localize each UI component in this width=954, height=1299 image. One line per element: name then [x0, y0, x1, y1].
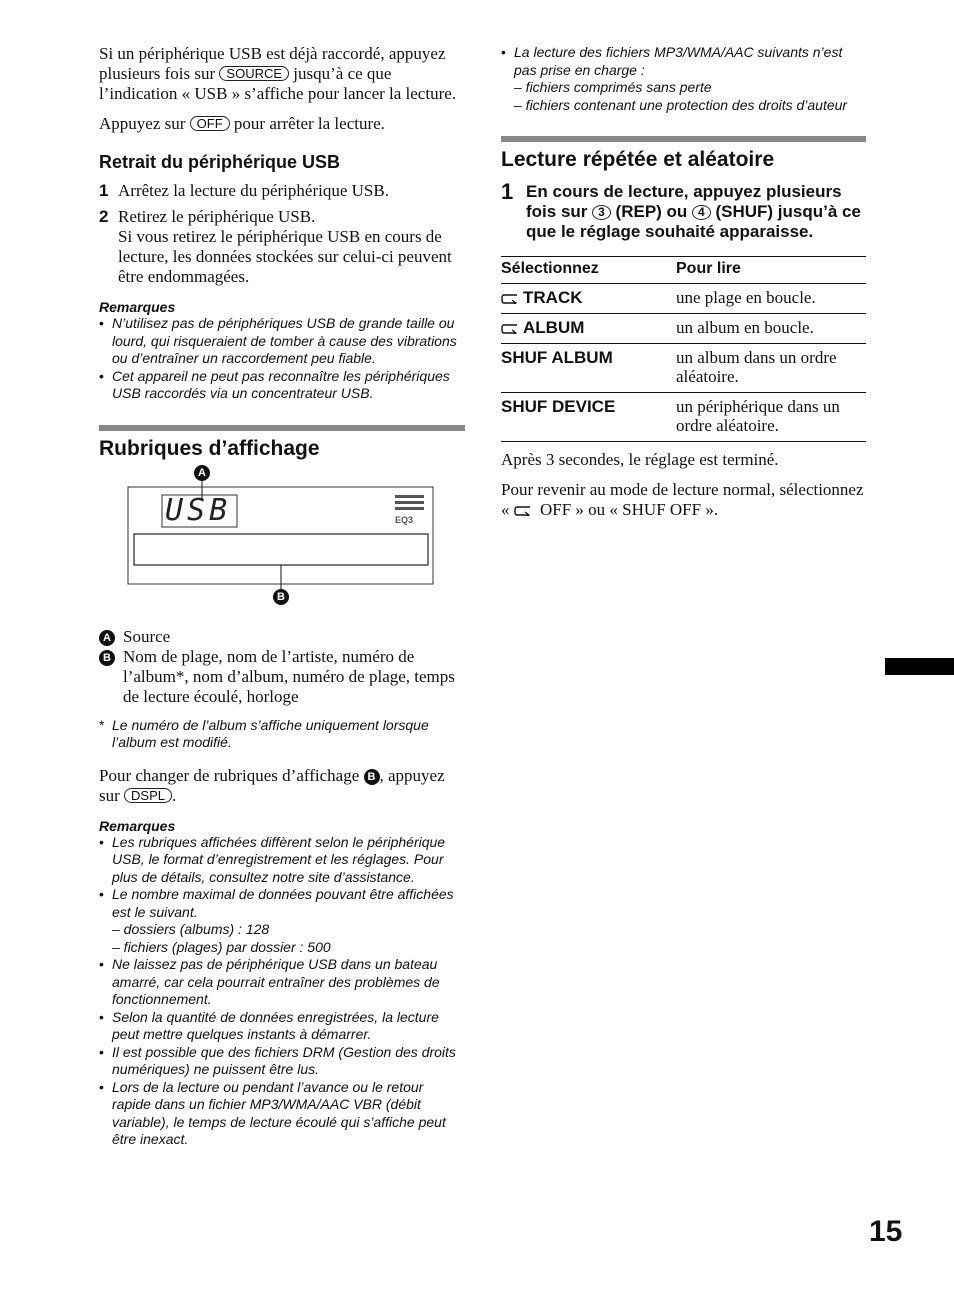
intro-paragraph: Si un périphérique USB est déjà raccordé, appuyez plusieurs fois sur SOURCE jusqu’à ce que l’indication « USB » s’affiche pour lancer la lecture. — [99, 44, 457, 103]
note-item: • Cet appareil ne peut pas reconnaître les périphériques USB raccordés via un concentrateur USB. — [99, 368, 465, 403]
note-item: • Les rubriques affichées diffèrent selon le périphérique USB, le format d’enregistrement et les réglages. Pour plus de détails, consultez notre site d’assistance. — [99, 834, 465, 887]
step-1-right: 1 En cours de lecture, appuyez plusieurs fois sur 3 (REP) ou 4 (SHUF) jusqu’à ce que le réglage souhaité apparaisse. — [501, 179, 861, 241]
table-row: TRACK une plage en boucle. — [501, 284, 866, 314]
button-4-label: 4 — [692, 205, 711, 220]
left-column — [99, 44, 465, 1149]
note-item: • Le nombre maximal de données pouvant être affichées est le suivant. – dossiers (albums) : 128 – fichiers (plages) par dossier : 500 — [99, 886, 465, 956]
marker-b: B — [273, 589, 289, 605]
rubriques-heading: Rubriques d’affichage — [99, 425, 465, 461]
note-item: • Lors de la lecture ou pendant l’avance ou le retour rapide dans un fichier MP3/WMA/AAC VBR (débit variable), le temps de lecture écoulé qui s’affiche peut être inexact. — [99, 1079, 465, 1149]
repeat-icon — [501, 324, 518, 334]
step-2: 2 Retirez le périphérique USB. Si vous retirez le périphérique USB en cours de lecture, les données stockées sur celui-ci peuvent être endommagées. — [99, 207, 452, 286]
top-notes — [501, 44, 866, 114]
eq-icon — [395, 495, 424, 510]
note-item: • Il est possible que des fichiers DRM (Gestion des droits numériques) ne puissent être lus. — [99, 1044, 465, 1079]
repeat-icon — [501, 294, 518, 304]
table-header: Sélectionnez — [501, 257, 676, 284]
marker-a: A — [194, 465, 210, 481]
off-button-label: OFF — [190, 116, 230, 131]
retrait-heading: Retrait du périphérique USB — [99, 152, 341, 172]
legend-b: B Nom de plage, nom de l’artiste, numéro de l’album*, nom d’album, numéro de plage, temps de lecture écoulé, horloge — [99, 647, 465, 707]
notes-list-2 — [99, 834, 465, 1149]
table-header: Pour lire — [676, 257, 866, 284]
step-1: 1 Arrêtez la lecture du périphérique USB. — [99, 181, 389, 200]
dspl-button-label: DSPL — [124, 788, 172, 803]
repeat-shuffle-heading: Lecture répétée et aléatoire — [501, 136, 866, 172]
off-paragraph: Appuyez sur OFF pour arrêter la lecture. — [99, 114, 385, 133]
source-button-label: SOURCE — [219, 66, 289, 81]
selection-table — [501, 256, 866, 442]
right-column — [501, 44, 866, 530]
note-item: • Ne laissez pas de périphérique USB dans un bateau amarré, car cela pourrait entraîner des problèmes de fonctionnement. — [99, 956, 465, 1009]
notes-title: Remarques — [99, 299, 176, 315]
after-paragraph-1: Après 3 secondes, le réglage est terminé. — [501, 450, 779, 469]
notes-list — [99, 315, 465, 403]
table-row: SHUF DEVICE un périphérique dans un ordre aléatoire. — [501, 393, 866, 442]
section-tab-marker — [885, 658, 954, 675]
note-item: • La lecture des fichiers MP3/WMA/AAC suivants n’est pas prise en charge : – fichiers comprimés sans perte – fichiers contenant une protection des droits d’auteur — [501, 44, 866, 114]
note-item: • Selon la quantité de données enregistrées, la lecture peut mettre quelques instants à démarrer. — [99, 1009, 465, 1044]
footnote: * Le numéro de l’album s’affiche uniquement lorsque l’album est modifié. — [99, 717, 465, 752]
button-3-label: 3 — [592, 205, 611, 220]
legend-a: A Source — [99, 627, 465, 647]
notes-title-2: Remarques — [99, 817, 176, 834]
repeat-icon — [514, 506, 531, 516]
display-diagram — [99, 466, 465, 621]
after-paragraph-2: Pour revenir au mode de lecture normal, sélectionnez « OFF » ou « SHUF OFF ». — [501, 480, 864, 519]
page-number: 15 — [869, 1215, 903, 1248]
eq-label: EQ3 — [395, 514, 414, 525]
note-item: • N’utilisez pas de périphériques USB de grande taille ou lourd, qui risqueraient de tomber à cause des vibrations ou d’entraîner un raccordement peu fiable. — [99, 315, 465, 368]
table-row: SHUF ALBUM un album dans un ordre aléatoire. — [501, 344, 866, 393]
display-usb-text: USB — [165, 492, 232, 528]
change-display-paragraph: Pour changer de rubriques d’affichage B , appuyez sur DSPL . — [99, 765, 445, 805]
table-row: ALBUM un album en boucle. — [501, 314, 866, 344]
